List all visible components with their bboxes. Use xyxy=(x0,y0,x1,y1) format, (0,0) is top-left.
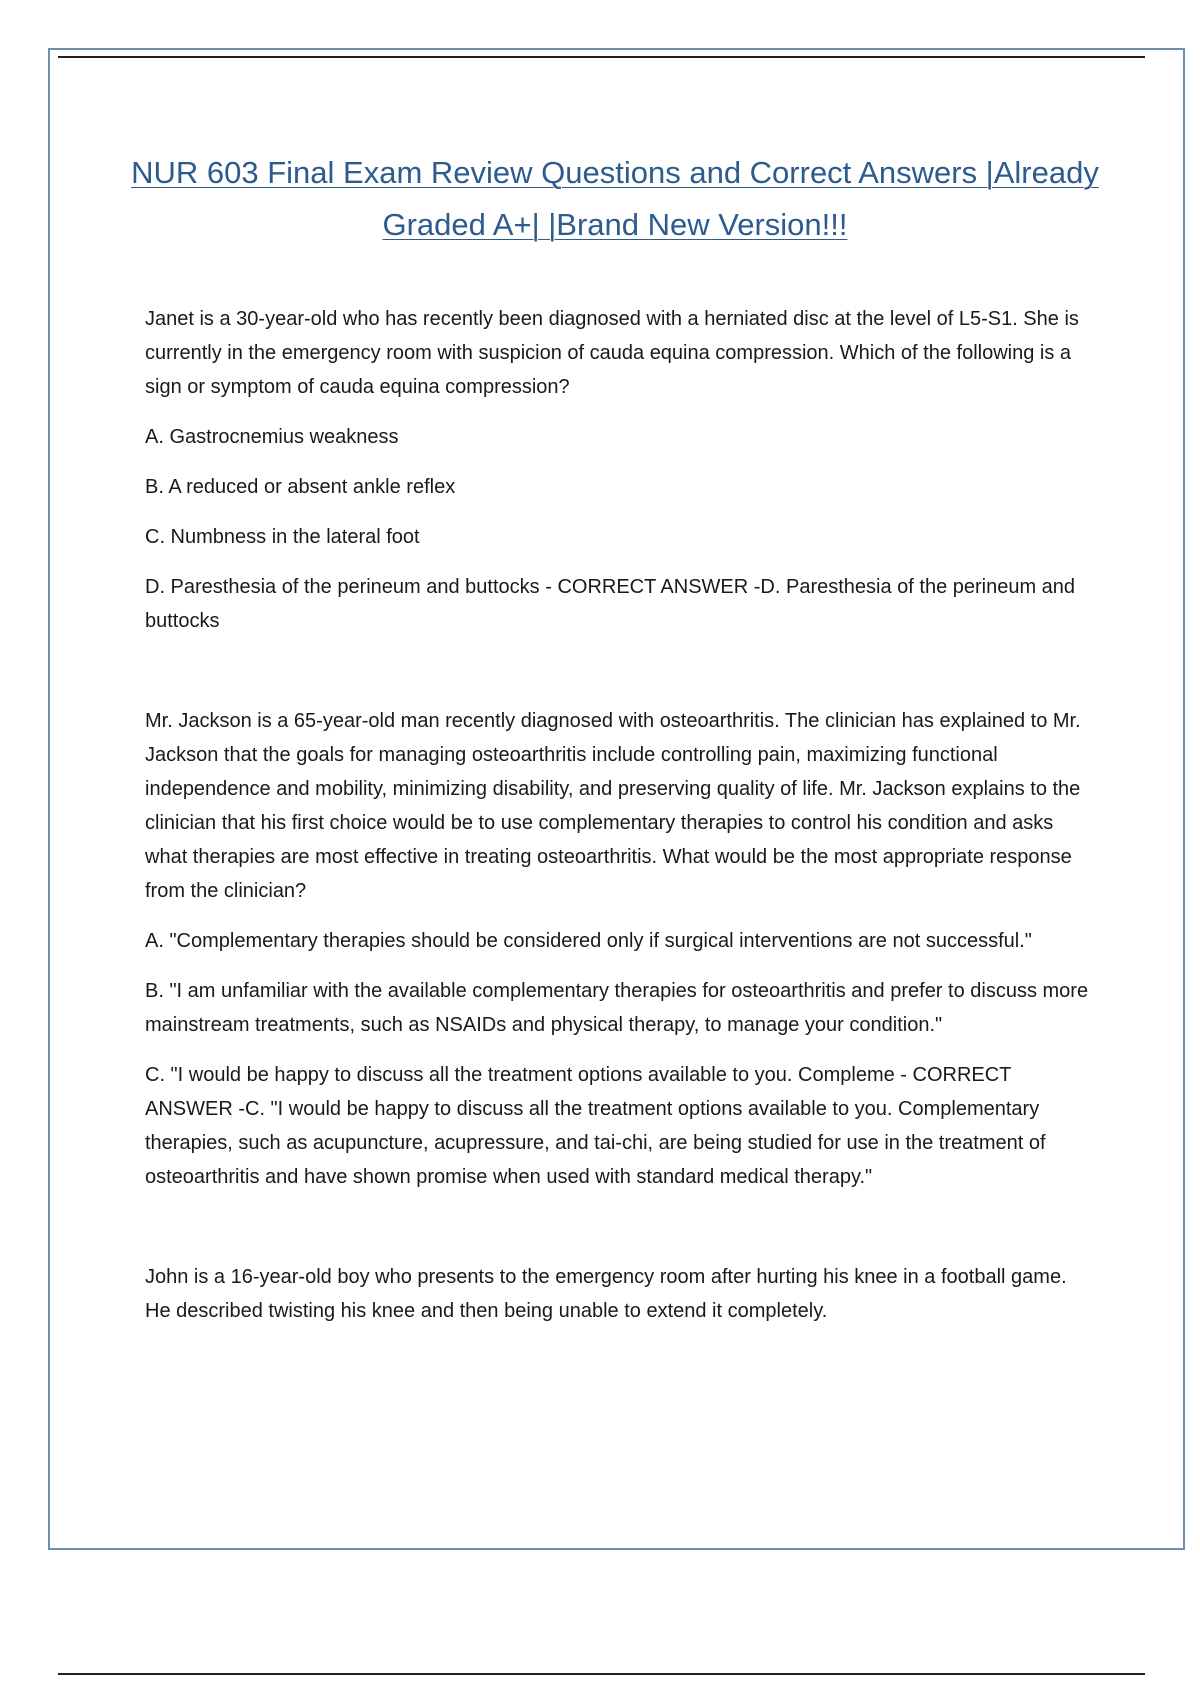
top-rule xyxy=(58,56,1145,58)
question-spacer xyxy=(145,1210,1095,1260)
question-2-option-b: B. "I am unfamiliar with the available complementary therapies for osteoarthritis and prefer to discuss more mainstream treatments, such as NSAIDs and physical therapy, to manage your condition." xyxy=(145,980,1089,1036)
document-body xyxy=(145,302,1095,1344)
question-2-option-a: A. "Complementary therapies should be considered only if surgical interventions are not successful." xyxy=(145,930,1032,952)
question-1-option-b: B. A reduced or absent ankle reflex xyxy=(145,476,456,498)
document-title: NUR 603 Final Exam Review Questions and Correct Answers |Already Graded A+| |Brand New Version!!! xyxy=(131,155,1099,242)
bottom-rule xyxy=(58,1673,1145,1675)
question-spacer xyxy=(145,654,1095,704)
question-1-option-d: D. Paresthesia of the perineum and buttocks - CORRECT ANSWER -D. Paresthesia of the perineum and buttocks xyxy=(145,576,1076,632)
question-1-option-a: A. Gastrocnemius weakness xyxy=(145,426,399,448)
question-1-stem: Janet is a 30-year-old who has recently been diagnosed with a herniated disc at the level of L5-S1. She is currently in the emergency room with suspicion of cauda equina compression. Which of the following is a sign or symptom of cauda equina compression? xyxy=(145,308,1079,398)
question-2-stem: Mr. Jackson is a 65-year-old man recently diagnosed with osteoarthritis. The clinician has explained to Mr. Jackson that the goals for managing osteoarthritis include controlling pain, maximizing functional independence and mobility, minimizing disability, and preserving quality of life. Mr. Jackson explains to the clinician that his first choice would be to use complementary therapies to control his condition and asks what therapies are most effective in treating osteoarthritis. What would be the most appropriate response from the clinician? xyxy=(145,710,1081,902)
question-1-option-c: C. Numbness in the lateral foot xyxy=(145,526,420,548)
question-3-stem: John is a 16-year-old boy who presents to the emergency room after hurting his knee in a football game. He described twisting his knee and then being unable to extend it completely. xyxy=(145,1266,1067,1322)
question-2-option-c: C. "I would be happy to discuss all the treatment options available to you. Compleme - CORRECT ANSWER -C. "I would be happy to discuss all the treatment options available to you. Complementary therapies, such as acupuncture, acupressure, and tai-chi, are being studied for use in the treatment of osteoarthritis and have shown promise when used with standard medical therapy." xyxy=(145,1064,1046,1188)
